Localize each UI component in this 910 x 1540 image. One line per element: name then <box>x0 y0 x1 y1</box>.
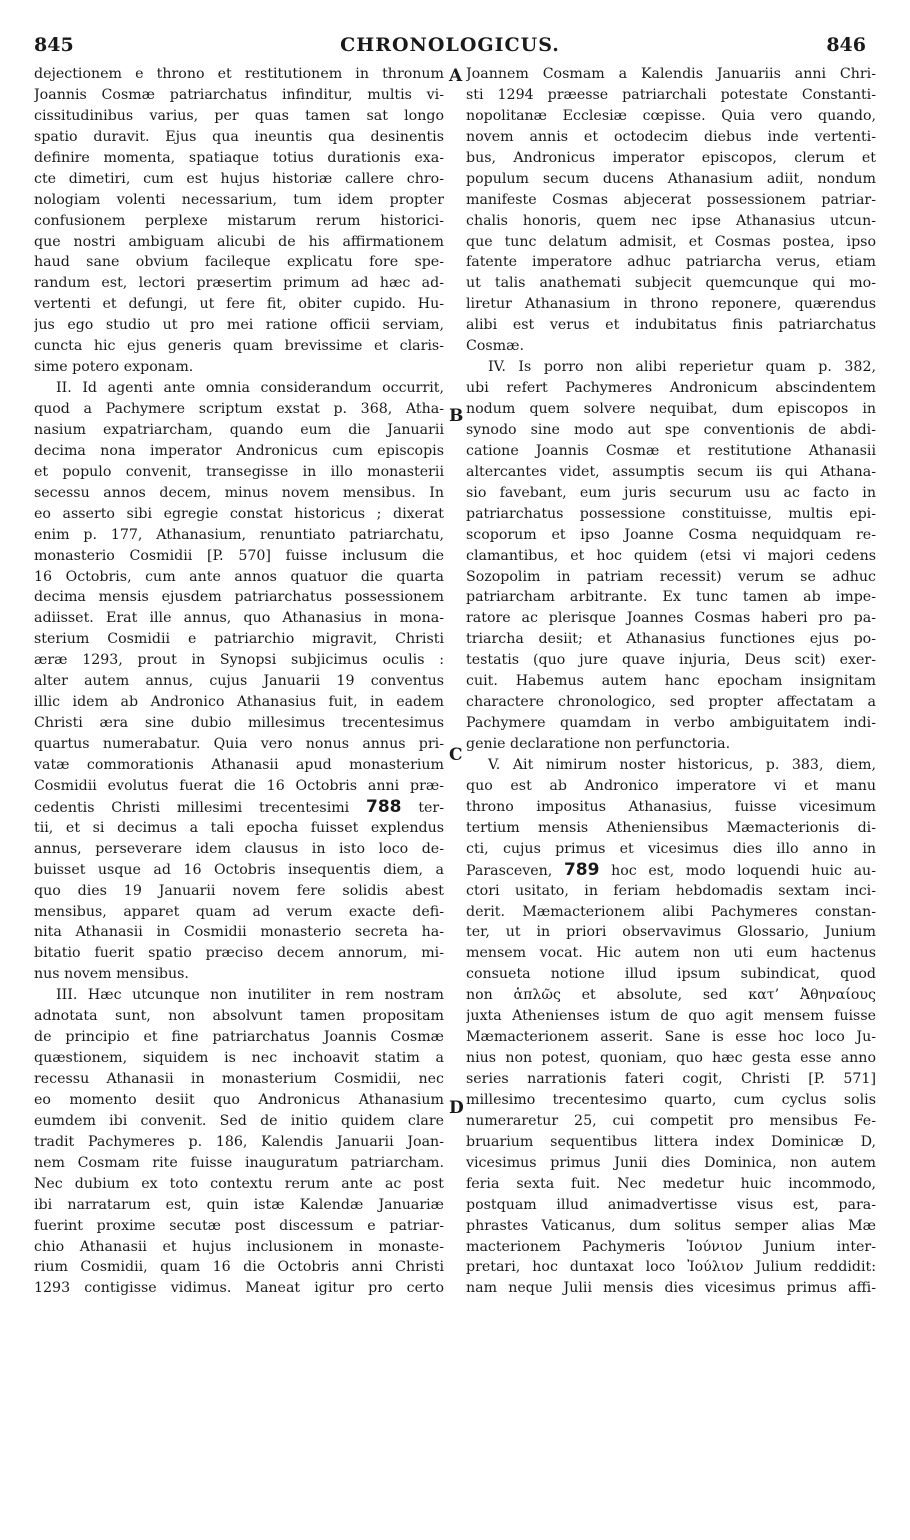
text-line: manifeste Cosmas abjecerat possessionem patriar- <box>466 191 876 208</box>
left-text-column <box>34 64 444 1299</box>
text-line: quod a Pachymere scriptum exstat p. 368, Atha- <box>34 401 444 417</box>
text-line: ubi refert Pachymeres Andronicum abscindentem <box>466 380 876 397</box>
text-line: Sozopolim in patriam recessit) verum se adhuc <box>466 568 876 585</box>
text-line: III. Hæc utcunque non inutiliter in rem nostram <box>56 987 444 1004</box>
text-line: feria sexta fuit. Nec medetur huic incommodo, <box>466 1175 876 1192</box>
text-line: nam neque Julii mensis dies vicesimus primus affi- <box>466 1280 876 1297</box>
text-line: vicesimus primus Junii dies Dominica, non autem <box>466 1154 876 1171</box>
text-fragment: cedentis Christi millesimi trecentesimi <box>34 799 350 816</box>
text-line: buisset usque ad 16 Octobris insequentis diem, a <box>34 861 444 878</box>
text-line: enim p. 177, Athanasium, renuntiato patriarchatu, <box>34 526 444 543</box>
running-title: CHRONOLOGICUS. <box>340 34 560 56</box>
text-line: fatente imperatore adhuc patriarcha verus, etiam <box>466 254 876 271</box>
margin-marker-d: D <box>449 1098 464 1118</box>
text-line: tradit Pachymeres p. 186, Kalendis Januarii Joan- <box>34 1133 444 1150</box>
text-line: V. Ait nimirum noster historicus, p. 383, diem, <box>488 756 876 773</box>
text-line: quartus numerabatur. Quia vero nonus annus pri- <box>34 736 444 752</box>
text-line: monasterio Cosmidii [P. 570] fuisse inclusum die <box>34 547 444 564</box>
text-line: eumdem ibi convenit. Sed de initio quidem clare <box>34 1112 444 1129</box>
text-line: vertenti et defungi, ut fere fit, obiter cupido. Hu- <box>34 296 444 313</box>
text-line: sio favebant, eum juris securum usu ac facto in <box>466 484 876 501</box>
text-line: nus novem mensibus. <box>34 966 189 983</box>
text-line: derit. Mæmacterionem alibi Pachymeres constan- <box>466 903 876 920</box>
text-line: quæstionem, siquidem is nec inchoavit statim a <box>34 1050 444 1067</box>
page-number-right: 846 <box>826 34 866 56</box>
text-line: 16 Octobris, cum ante annos quatuor die quarta <box>34 568 444 585</box>
page-number-left: 845 <box>34 34 74 56</box>
text-line: quo est ab Andronico imperatore vi et manu <box>466 777 876 794</box>
text-line: chio Athanasii et hujus inclusionem in monaste- <box>34 1238 444 1255</box>
text-line: ut talis anathemati subjecit quemcunque qui mo- <box>466 275 876 292</box>
text-line <box>34 797 444 818</box>
text-line: phrastes Vaticanus, dum solitus semper alias Mæ <box>466 1217 876 1234</box>
text-line: consueta notione illud ipsum subindicat, quod <box>466 966 876 983</box>
text-line: decima mensis ejusdem patriarchatus possessionem <box>34 589 444 606</box>
text-line: et populo convenit, transegisse in illo monasterii <box>34 463 444 480</box>
text-line: liretur Athanasium in throno reponere, quærendus <box>466 296 876 313</box>
text-line: macterionem Pachymeris Ἰούνιον Junium inter- <box>466 1238 876 1255</box>
text-line: populum secum ducens Athanasium adiit, nondum <box>466 170 876 187</box>
text-line: secessu annos decem, minus novem mensibus. In <box>34 484 444 501</box>
text-line: alter autem annus, cujus Januarii 19 conventus <box>34 673 444 690</box>
text-line: cuncta hic ejus generis quam brevissime et claris- <box>34 338 444 355</box>
text-line: ibi narratarum est, quin istæ Kalendæ Januariæ <box>34 1196 444 1213</box>
text-line: Christi æra sine dubio millesimus trecentesimus <box>34 715 444 732</box>
text-line: ter, ut in priori observavimus Glossario, Junium <box>466 924 876 941</box>
text-line: Cosmæ. <box>466 338 524 355</box>
text-line: adiisset. Erat ille annus, quo Athanasius in mona- <box>34 610 444 627</box>
text-line: spatio duravit. Ejus qua ineuntis qua desinentis <box>34 128 444 145</box>
text-line: cte dimetiri, cum est hujus historiæ callere chro- <box>34 170 444 187</box>
margin-marker-a: A <box>449 66 463 86</box>
text-line: æræ 1293, prout in Synopsi subjicimus oculis : <box>34 652 444 669</box>
text-line: bruarium sequentibus littera index Dominicæ D, <box>466 1133 876 1150</box>
text-line: cissitudinibus varius, per quas tamen sat longo <box>34 107 444 124</box>
text-line: adnotata sunt, non absolvunt tamen propositam <box>34 1008 444 1025</box>
text-line: vatæ commorationis Athanasii apud monasterium <box>34 756 444 773</box>
text-line: tertium mensis Atheniensibus Mæmacterionis di- <box>466 819 876 836</box>
text-line: ctori usitato, in feriam hebdomadis sextam inci- <box>466 882 876 899</box>
text-line: Joannis Cosmæ patriarchatus infinditur, multis vi- <box>34 86 444 103</box>
text-line: illic idem ab Andronico Athanasius fuit, in eadem <box>34 694 444 711</box>
running-header <box>34 34 866 58</box>
text-line: genie declaratione non perfunctoria. <box>466 736 731 752</box>
text-line: patriarchatus possessione constituisse, multis epi- <box>466 505 876 522</box>
text-line: de principio et fine patriarchatus Joannis Cosmæ <box>34 1029 444 1046</box>
text-line: mensibus, apparet quam ad verum exacte defi- <box>34 903 444 920</box>
text-line: catione Joannis Cosmæ et restitutione Athanasii <box>466 442 876 459</box>
text-line: non ἁπλῶς et absolute, sed κατ’ Ἀθηναίους <box>466 987 876 1004</box>
text-line: 1293 contigisse vidimus. Maneat igitur pro certo <box>34 1280 444 1297</box>
text-line: scoporum et ipso Joanne Cosma nequidquam re- <box>466 526 876 543</box>
right-text-column <box>466 64 876 1299</box>
text-line: nodum quem solvere nequibat, dum episcopos in <box>466 401 876 417</box>
text-line: nem Cosmam rite fuisse inauguratum patriarcham. <box>34 1154 444 1171</box>
text-line: series narrationis fateri cogit, Christi [P. 571] <box>466 1071 876 1087</box>
text-line: eo asserto sibi egregie constat historicus ; dixerat <box>34 505 444 522</box>
text-line: IV. Is porro non alibi reperietur quam p. 382, <box>488 359 876 376</box>
text-line: ratore ac plerisque Joannes Cosmas haberi pro pa- <box>466 610 876 627</box>
text-line: jus ego studio ut pro mei ratione officii serviam, <box>34 317 444 334</box>
text-line: recessu Athanasii in monasterium Cosmidii, nec <box>34 1071 444 1087</box>
text-fragment: Parasceven, <box>466 862 553 879</box>
text-line: triarcha desiit; et Athanasius functiones ejus po- <box>466 631 876 648</box>
edition-page-number: 789 <box>563 859 600 880</box>
margin-marker-b: B <box>449 406 464 426</box>
text-line: sime potero exponam. <box>34 359 194 376</box>
margin-marker-c: C <box>449 745 463 765</box>
text-line: haud sane obvium facileque explicatu fore spe- <box>34 254 444 271</box>
text-line: altercantes videt, assumptis secum iis qui Athana- <box>466 463 876 480</box>
text-line <box>466 860 876 881</box>
text-line: confusionem perplexe mistarum rerum historici- <box>34 212 444 229</box>
text-line: nopolitanæ Ecclesiæ cœpisse. Quia vero quando, <box>466 107 876 124</box>
text-line: Joannem Cosmam a Kalendis Januariis anni Chri- <box>466 66 876 82</box>
text-line: Cosmidii evolutus fuerat die 16 Octobris anni præ- <box>34 777 444 794</box>
text-line: cuit. Habemus autem hanc epocham insignitam <box>466 673 876 690</box>
text-line: tii, et si decimus a tali epocha fuisset explendus <box>34 819 444 836</box>
text-line: chalis honoris, quem nec ipse Athanasius utcun- <box>466 212 876 229</box>
text-line: postquam illud animadvertisse visus est, para- <box>466 1196 876 1213</box>
text-line: mensem vocat. Hic autem non uti eum hactenus <box>466 945 876 962</box>
text-line: II. Id agenti ante omnia considerandum occurrit, <box>56 380 444 397</box>
text-line: sterium Cosmidii e patriarchio migravit, Christi <box>34 631 444 648</box>
text-line: pretari, hoc duntaxat loco Ἰούλιον Julium reddidit: <box>466 1259 876 1276</box>
text-line: patriarcham arbitrante. Ex tunc tamen ab impe- <box>466 589 876 606</box>
text-line: Mæmacterionem asserit. Sane is esse hoc loco Ju- <box>466 1029 876 1046</box>
text-line: cti, cujus primus et vicesimus dies illo anno in <box>466 840 876 857</box>
text-line: nologiam volenti necessarium, tum idem propter <box>34 191 444 208</box>
text-line: charactere chronologico, sed propter affectatam a <box>466 694 876 711</box>
text-line: quo dies 19 Januarii novem fere solidis abest <box>34 882 444 899</box>
text-line: numeraretur 25, cui competit pro mensibus Fe- <box>466 1112 876 1129</box>
text-line: bus, Andronicus imperator episcopos, clerum et <box>466 149 876 166</box>
text-line: decima nona imperator Andronicus cum episcopis <box>34 442 444 459</box>
text-line: Nec dubium ex toto contextu rerum ante ac post <box>34 1175 444 1192</box>
text-line: nasium expatriarcham, quando eum die Januarii <box>34 421 444 438</box>
text-line: que nostri ambiguam alicubi de his affirmationem <box>34 233 444 250</box>
text-line: dejectionem e throno et restitutionem in thronum <box>34 66 444 82</box>
text-fragment: hoc est, modo loquendi huic au- <box>611 862 876 879</box>
text-line: clamantibus, et hoc quidem (etsi vi majori cedens <box>466 547 876 564</box>
text-line: que tunc delatum admisit, et Cosmas postea, ipso <box>466 233 876 250</box>
text-line: testatis (quo jure quave injuria, Deus scit) exer- <box>466 652 876 669</box>
text-line: Pachymere quamdam in verbo ambiguitatem indi- <box>466 715 876 732</box>
text-line: synodo sine modo aut spe conventionis de abdi- <box>466 421 876 438</box>
text-line: rium Cosmidii, quam 16 die Octobris anni Christi <box>34 1259 444 1276</box>
text-line: throno impositus Athanasius, fuisse vicesimum <box>466 798 876 815</box>
text-line: sti 1294 præesse patriarchali potestate Constanti- <box>466 86 876 103</box>
text-line: nita Athanasii in Cosmidii monasterio secreta ha- <box>34 924 444 941</box>
text-line: juxta Athenienses istum de quo agit mensem fuisse <box>466 1008 876 1025</box>
text-line: alibi est verus et indubitatus finis patriarchatus <box>466 317 876 334</box>
text-fragment: ter- <box>418 799 444 816</box>
text-line: nius non potest, quoniam, quo hæc gesta esse anno <box>466 1050 876 1067</box>
text-line: annus, perseverare idem clausus in isto loco de- <box>34 840 444 857</box>
text-line: fuerint proxime secutæ post discessum e patriar- <box>34 1217 444 1234</box>
text-line: eo momento desiit quo Andronicus Athanasium <box>34 1091 444 1108</box>
text-line: randum est, lectori præsertim primum ad hæc ad- <box>34 275 444 292</box>
text-line: novem annis et octodecim diebus inde vertenti- <box>466 128 876 145</box>
edition-page-number: 788 <box>366 796 402 817</box>
text-line: bitatio fuerit spatio præciso decem annorum, mi- <box>34 945 444 962</box>
text-line: definire momenta, spatiaque totius durationis exa- <box>34 149 444 166</box>
text-line: millesimo trecentesimo quarto, cum cyclus solis <box>466 1091 876 1108</box>
